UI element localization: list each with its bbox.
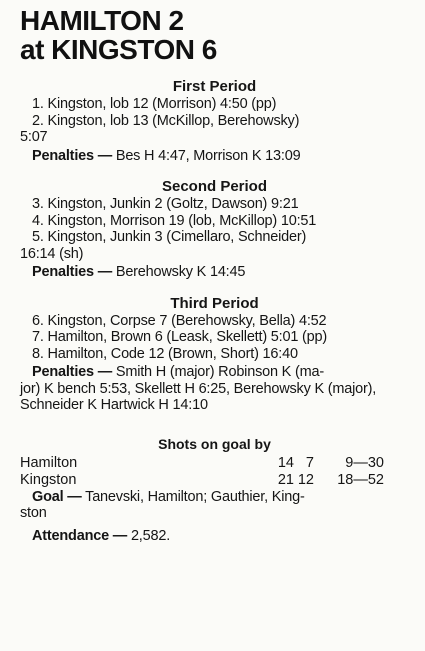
period-section-1 xyxy=(20,78,409,164)
penalties-label: Penalties — xyxy=(32,364,112,380)
period-title: First Period xyxy=(172,78,257,95)
scoring-line: 1. Kingston, lob 12 (Morrison) 4:50 (pp) xyxy=(32,96,277,112)
shots-row-kingston xyxy=(20,472,409,489)
scoring-line xyxy=(20,113,409,146)
attendance-label: Attendance — xyxy=(32,527,128,544)
penalties-text: Bes H 4:47, Morrison K 13:09 xyxy=(115,147,301,164)
scoring-line: 8. Hamilton, Code 12 (Brown, Short) 16:40 xyxy=(32,345,298,362)
scoring-line-text: 2. Kingston, lob 13 (McKillop, Berehowsky) xyxy=(32,112,300,129)
shots-team: Kingston xyxy=(20,471,77,488)
penalties-text: Berehowsky K 14:45 xyxy=(115,264,246,280)
scoring-line: 7. Hamilton, Brown 6 (Leask, Skellett) 5:01 (pp) xyxy=(32,329,328,345)
shots-period-2: 12 xyxy=(297,471,314,488)
scoring-line-continuation: 16:14 (sh) xyxy=(20,245,84,262)
penalties-label: Penalties — xyxy=(32,147,112,164)
penalties-line xyxy=(20,148,409,165)
period-title: Third Period xyxy=(170,294,259,312)
penalties-label: Penalties — xyxy=(32,264,112,280)
penalties-text: Smith H (major) Robinson K (ma- xyxy=(115,364,324,380)
scoring-line-text: 5. Kingston, Junkin 3 (Cimellaro, Schneider) xyxy=(32,229,307,245)
scoring-line-continuation: 5:07 xyxy=(20,129,48,145)
penalties-continuation: jor) K bench 5:53, Skellett H 6:25, Berehowsky K (major), Schneider K Hartwick H 14:10 xyxy=(20,380,377,413)
shots-period-1: 21 xyxy=(277,471,294,488)
shots-row-hamilton xyxy=(20,455,409,472)
headline xyxy=(20,6,409,64)
headline-line-2: at KINGSTON 6 xyxy=(20,34,217,65)
headline-line-1: HAMILTON 2 xyxy=(20,5,184,36)
scoring-line: 3. Kingston, Junkin 2 (Goltz, Dawson) 9:21 xyxy=(32,196,299,212)
shots-period-3-total: 18—52 xyxy=(337,471,384,488)
scoring-line: 4. Kingston, Morrison 19 (lob, McKillop) 10:51 xyxy=(32,212,317,229)
attendance-line xyxy=(20,528,409,545)
shots-title: Shots on goal by xyxy=(158,435,271,452)
shots-team: Hamilton xyxy=(20,454,78,471)
period-section-2 xyxy=(20,178,409,281)
goal-line xyxy=(20,489,409,522)
goal-continuation: ston xyxy=(20,505,47,521)
shots-period-3-total: 9—30 xyxy=(345,454,384,471)
goal-text: Tanevski, Hamilton; Gauthier, King- xyxy=(85,488,305,505)
period-section-3 xyxy=(20,295,409,414)
penalties-line xyxy=(20,364,409,414)
scoring-line: 6. Kingston, Corpse 7 (Berehowsky, Bella) 4:52 xyxy=(32,312,327,329)
period-title: Second Period xyxy=(161,178,268,195)
scoring-line xyxy=(20,229,409,262)
goal-label: Goal — xyxy=(32,488,82,505)
penalties-line xyxy=(20,264,409,281)
attendance-value: 2,582. xyxy=(130,527,171,544)
shots-period-1: 14 xyxy=(277,454,294,471)
shots-period-2: 7 xyxy=(305,454,314,471)
